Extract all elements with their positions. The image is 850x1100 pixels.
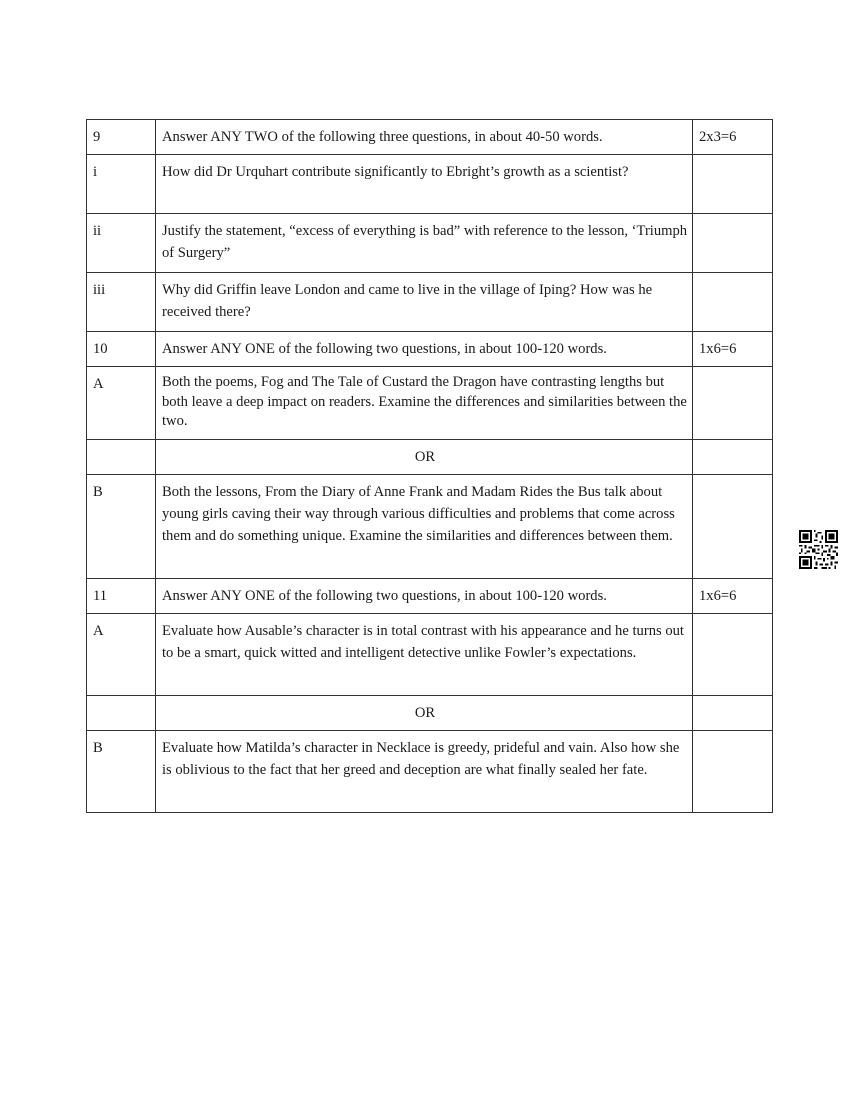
table-row	[87, 155, 773, 214]
table-row	[87, 614, 773, 696]
question-text: Answer ANY TWO of the following three questions, in about 40-50 words.	[156, 120, 693, 155]
question-marks	[693, 155, 773, 214]
table-row	[87, 475, 773, 579]
question-number	[87, 696, 156, 731]
question-text: Both the poems, Fog and The Tale of Custard the Dragon have contrasting lengths but both leave a deep impact on readers. Examine the differences and similarities between the two.	[156, 367, 693, 440]
question-marks: 1x6=6	[693, 332, 773, 367]
question-number: B	[87, 475, 156, 579]
question-text: How did Dr Urquhart contribute significantly to Ebright’s growth as a scientist?	[156, 155, 693, 214]
or-divider: OR	[156, 696, 693, 731]
question-number: 9	[87, 120, 156, 155]
question-number: i	[87, 155, 156, 214]
question-number: B	[87, 731, 156, 813]
question-marks	[693, 367, 773, 440]
question-text: Answer ANY ONE of the following two questions, in about 100-120 words.	[156, 579, 693, 614]
qr-code-icon[interactable]	[799, 530, 838, 569]
question-number: ii	[87, 214, 156, 273]
question-number: A	[87, 367, 156, 440]
question-text: Evaluate how Matilda’s character in Necklace is greedy, prideful and vain. Also how she is oblivious to the fact that her greed and deception are what finally sealed her fate.	[156, 731, 693, 813]
table-row	[87, 696, 773, 731]
table-row	[87, 214, 773, 273]
table-row	[87, 332, 773, 367]
table-row	[87, 731, 773, 813]
table-row	[87, 273, 773, 332]
question-marks	[693, 214, 773, 273]
question-text: Why did Griffin leave London and came to live in the village of Iping? How was he received there?	[156, 273, 693, 332]
question-marks	[693, 731, 773, 813]
question-marks: 1x6=6	[693, 579, 773, 614]
table-row	[87, 579, 773, 614]
or-divider: OR	[156, 440, 693, 475]
table-row	[87, 440, 773, 475]
question-marks	[693, 696, 773, 731]
question-number: 11	[87, 579, 156, 614]
question-number: iii	[87, 273, 156, 332]
question-marks	[693, 273, 773, 332]
question-text: Answer ANY ONE of the following two questions, in about 100-120 words.	[156, 332, 693, 367]
question-text: Evaluate how Ausable’s character is in total contrast with his appearance and he turns out to be a smart, quick witted and intelligent detective unlike Fowler’s expectations.	[156, 614, 693, 696]
table-row	[87, 367, 773, 440]
question-number: 10	[87, 332, 156, 367]
question-table	[86, 119, 773, 813]
question-text: Both the lessons, From the Diary of Anne Frank and Madam Rides the Bus talk about young girls caving their way through various difficulties and problems that come across them and do something unique. Examine the similarities and differences between them.	[156, 475, 693, 579]
question-number: A	[87, 614, 156, 696]
table-row	[87, 120, 773, 155]
question-marks: 2x3=6	[693, 120, 773, 155]
question-marks	[693, 475, 773, 579]
question-marks	[693, 440, 773, 475]
question-number	[87, 440, 156, 475]
question-marks	[693, 614, 773, 696]
question-text: Justify the statement, “excess of everything is bad” with reference to the lesson, ‘Triumph of Surgery”	[156, 214, 693, 273]
